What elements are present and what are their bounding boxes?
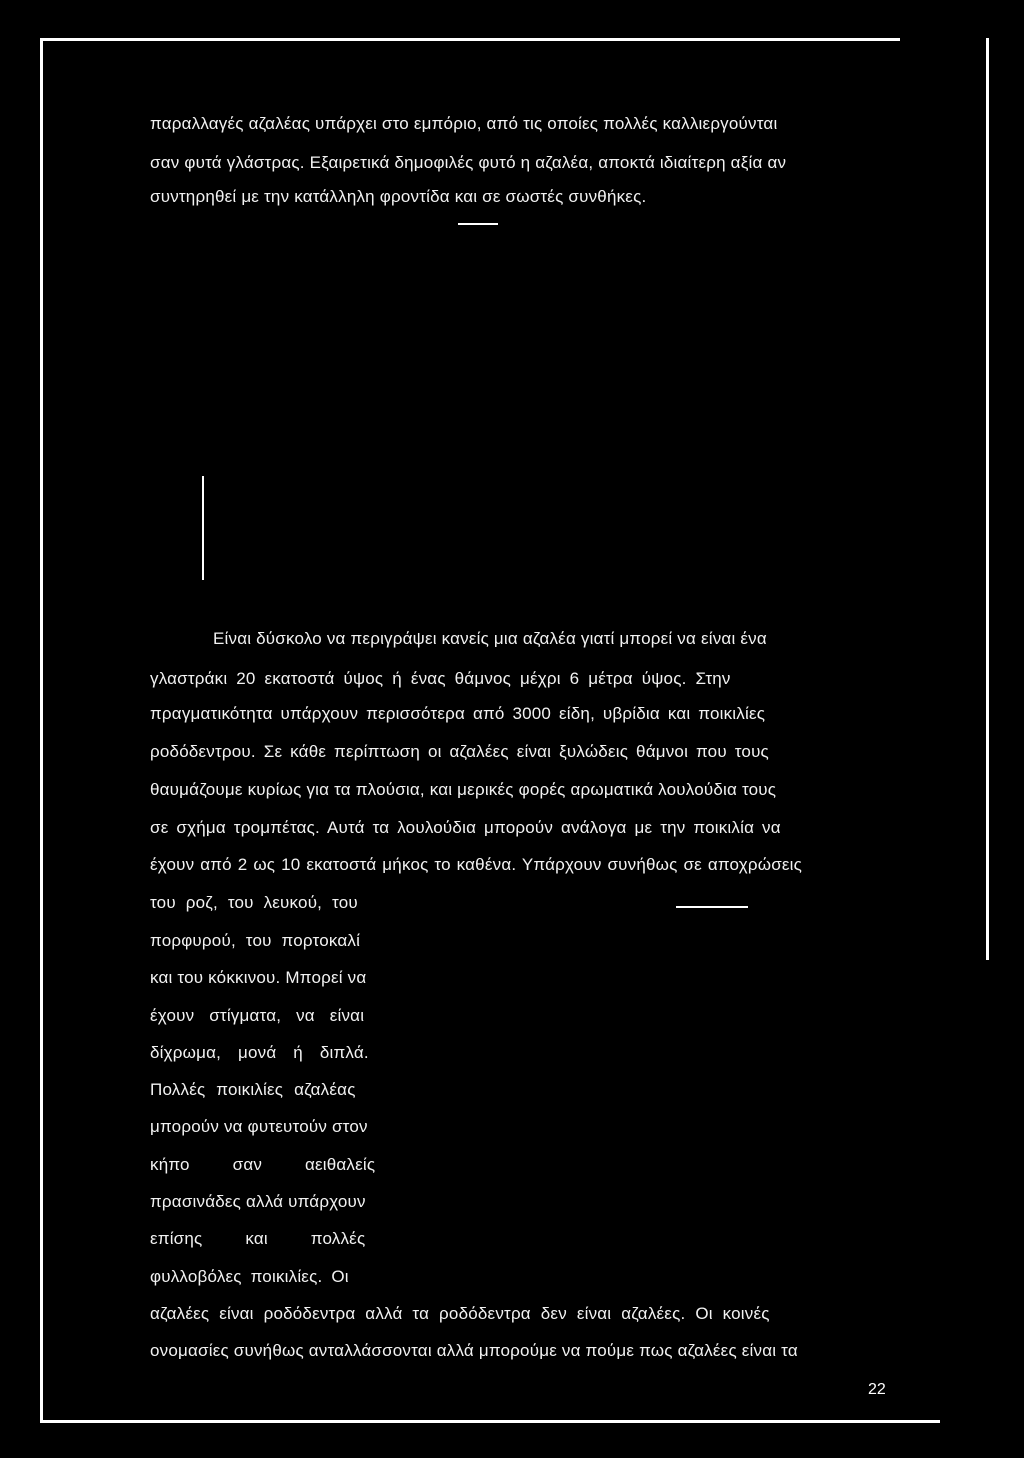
top-border [40, 38, 900, 41]
narrow-line-1: του ροζ, του λευκού, του [150, 893, 358, 912]
main-line-1: Είναι δύσκολο να περιγράψει κανείς μια αζαλέα γιατί μπορεί να είναι ένα [213, 629, 767, 648]
top-line-3: συντηρηθεί με την κατάλληλη φροντίδα και σε σωστές συνθήκες. [150, 187, 647, 206]
narrow-line-2: πορφυρού, του πορτοκαλί [150, 931, 361, 950]
narrow-line-5: δίχρωμα, μονά ή διπλά. [150, 1043, 369, 1062]
top-line-2: σαν φυτά γλάστρας. Εξαιρετικά δημοφιλές φυτό η αζαλέα, αποκτά ιδιαίτερη αξία αν [150, 153, 787, 172]
page-number: 22 [868, 1381, 886, 1398]
dash-mark-top [458, 223, 498, 225]
bottom-border [40, 1420, 940, 1423]
main-line-6: σε σχήμα τρομπέτας. Αυτά τα λουλούδια μπορούν ανάλογα με την ποικιλία να [150, 818, 781, 837]
tail-line-2: ονομασίες συνήθως ανταλλάσσονται αλλά μπορούμε να πούμε πως αζαλέες είναι τα [150, 1341, 798, 1360]
narrow-line-4: έχουν στίγματα, να είναι [150, 1006, 365, 1025]
tail-line-1: αζαλέες είναι ροδόδεντρα αλλά τα ροδόδεντρα δεν είναι αζαλέες. Οι κοινές [150, 1304, 770, 1323]
image-placeholder-edge [202, 476, 204, 580]
dash-mark-mid [676, 906, 748, 908]
narrow-line-11: φυλλοβόλες ποικιλίες. Οι [150, 1267, 349, 1286]
narrow-line-8: κήπο σαν αειθαλείς [150, 1155, 376, 1174]
main-line-5: θαυμάζουμε κυρίως για τα πλούσια, και μερικές φορές αρωματικά λουλούδια τους [150, 780, 777, 799]
top-line-1: παραλλαγές αζαλέας υπάρχει στο εμπόριο, από τις οποίες πολλές καλλιεργούνται [150, 114, 778, 133]
narrow-line-10: επίσης και πολλές [150, 1229, 366, 1248]
narrow-line-3: και του κόκκινου. Μπορεί να [150, 968, 367, 987]
left-border [40, 38, 43, 1422]
narrow-line-7: μπορούν να φυτευτούν στον [150, 1117, 368, 1136]
main-line-3: πραγματικότητα υπάρχουν περισσότερα από 3000 είδη, υβρίδια και ποικιλίες [150, 704, 766, 723]
main-line-7: έχουν από 2 ως 10 εκατοστά μήκος το καθένα. Υπάρχουν συνήθως σε αποχρώσεις [150, 855, 803, 874]
narrow-line-9: πρασινάδες αλλά υπάρχουν [150, 1192, 366, 1211]
main-line-4: ροδόδεντρου. Σε κάθε περίπτωση οι αζαλέες είναι ξυλώδεις θάμνοι που τους [150, 742, 769, 761]
main-line-2: γλαστράκι 20 εκατοστά ύψος ή ένας θάμνος μέχρι 6 μέτρα ύψος. Στην [150, 669, 731, 688]
right-border [986, 38, 989, 960]
narrow-line-6: Πολλές ποικιλίες αζαλέας [150, 1080, 356, 1099]
